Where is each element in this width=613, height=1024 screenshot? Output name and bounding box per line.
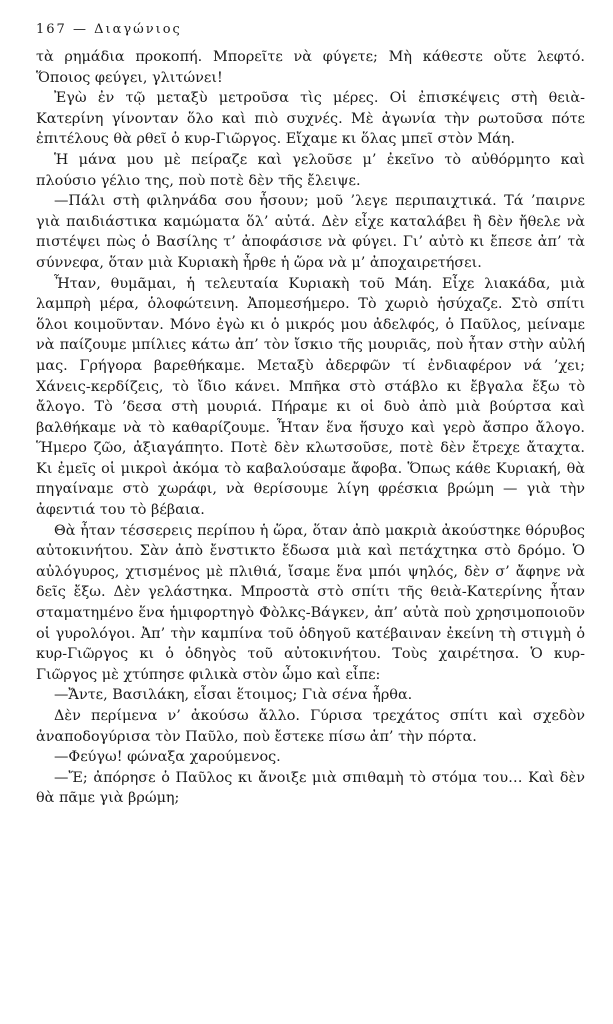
paragraph: Θὰ ἦταν τέσσερεις περίπου ἡ ὥρα, ὅταν ἀπὸ μακριὰ ἀκούστηκε θόρυβος αὐτοκινήτου. Σὰν ἀπὸ ἔνστικτο ἔδωσα μιὰ καὶ πετάχτηκα στὸ δρόμο. Ὁ αὐλόγυρος, χτισμένος μὲ πλιθιά, ἴσαμε ἕνα μπόι ψηλός, δὲν σ’ ἄφηνε νὰ δεῖς ἔξω. Δὲν γελάστηκα. Μπροστὰ στὸ σπίτι τῆς θειὰ-Κατερίνης ἦταν σταματημένο ἕνα ἡμιφορτηγὸ Φὸλκς-Βάγκεν, ἀπ’ αὐτὰ ποὺ χρησιμοποιοῦν οἱ γυρολόγοι. Ἀπ’ τὴν καμπίνα τοῦ ὁδηγοῦ κατέβαιναν ἐκείνη τὴ στιγμὴ ὁ κυρ-Γιῶργος κι ὁ ὁδηγὸς τοῦ αὐτοκινήτου. Τοὺς χαιρέτησα. Ὁ κυρ-Γιῶργος μὲ χτύπησε φιλικὰ στὸν ὦμο καὶ εἶπε:: [36, 522, 585, 683]
paragraph: Ἐγὼ ἐν τῷ μεταξὺ μετροῦσα τὶς μέρες. Οἱ ἐπισκέψεις στὴ θειὰ-Κατερίνη γίνονταν ὅλο καὶ πιὸ συχνές. Μὲ ἀγωνία τὴν ρωτοῦσα πότε ἐπιτέλους θὰ ρθεῖ ὁ κυρ-Γιῶργος. Εἴχαμε κι ὅλας μπεῖ στὸν Μάη.: [36, 90, 585, 148]
paragraph: Ἡ μάνα μου μὲ πείραζε καὶ γελοῦσε μ’ ἐκεῖνο τὸ αὐθόρμητο καὶ πλούσιο γέλιο της, ποὺ ποτὲ δὲν τῆς ἔλειψε.: [36, 151, 585, 189]
paragraph: —Ἄντε, Βασιλάκη, εἶσαι ἕτοιμος; Γιὰ σένα ἦρθα.: [54, 687, 413, 704]
paragraph: τὰ ρημάδια προκοπή. Μπορεῖτε νὰ φύγετε; Μὴ κάθεστε οὔτε λεφτό. Ὅποιος φεύγει, γλιτώνει!: [36, 49, 585, 86]
header-separator: —: [66, 22, 95, 37]
paragraph: Ἦταν, θυμᾶμαι, ἡ τελευταία Κυριακὴ τοῦ Μάη. Εἶχε λιακάδα, μιὰ λαμπρὴ μέρα, ὁλοφώτεινη. Ἀπομεσήμερο. Τὸ χωριὸ ἡσύχαζε. Στὸ σπίτι ὅλοι κοιμοῦνταν. Μόνο ἐγὼ κι ὁ μικρός μου ἀδελφός, ὁ Παῦλος, μείναμε νὰ παίζουμε μπίλιες κάτω ἀπ’ τὸν ἴσκιο τῆς μουριᾶς, ποὺ ἦταν στὴν αὐλή μας. Γρήγορα βαρεθήκαμε. Μεταξὺ ἀδερφῶν τί ἐνδιαφέρον νά ’χει; Χάνεις-κερδίζεις, τὸ ἴδιο κάνει. Μπῆκα στὸ στάβλο κι ἔβγαλα ἔξω τὸ ἄλογο. Τὸ ’δεσα στὴ μουριά. Πήραμε κι οἱ δυὸ ἀπὸ μιὰ βούρτσα καὶ βαλθήκαμε νὰ τὸ καθαρίζουμε. Ἦταν ἕνα ἥσυχο καὶ γερὸ ἄσπρο ἄλογο. Ἥμερο ζῶο, ἀξιαγάπητο. Ποτὲ δὲν κλωτσοῦσε, ποτὲ δὲν ἔτρεχε ἄταχτα. Κι ἐμεῖς οἱ μικροὶ ἀκόμα τὸ καβαλούσαμε ἄφοβα. Ὅπως κάθε Κυριακή, θὰ πηγαίναμε στὸ χωράφι, νὰ θερίσουμε λίγη φρέσκια βρώμη — γιὰ τὴν ἀφεντιά του τὸ βέβαια.: [36, 275, 585, 519]
paragraph: —Πάλι στὴ φιληνάδα σου ἦσουν; μοῦ ’λεγε περιπαιχτικά. Τά ’παιρνε γιὰ παιδιάστικα καμώματα ὅλ’ αὐτά. Δὲν εἶχε καταλάβει ἢ δὲν ἤθελε νὰ πιστέψει πὼς ὁ Βασίλης τ’ ἀποφάσισε νὰ φύγει. Γι’ αὐτὸ κι ἔπεσε ἀπ’ τὰ σύννεφα, ὅταν μιὰ Κυριακὴ ἦρθε ἡ ὥρα νὰ μ’ ἀποχαιρετήσει.: [36, 193, 585, 271]
page-number: 167: [36, 22, 67, 37]
paragraph: Δὲν περίμενα ν’ ἀκούσω ἄλλο. Γύρισα τρεχάτος σπίτι καὶ σχεδὸν ἀναποδογύρισα τὸν Παῦλο, ποὺ ἔστεκε πίσω ἀπ’ τὴν πόρτα.: [36, 708, 585, 745]
running-title: Διαγώνιος: [94, 22, 182, 37]
body-text: [36, 47, 585, 809]
running-header: [36, 22, 585, 37]
paragraph: —Ἔ; ἀπόρησε ὁ Παῦλος κι ἄνοιξε μιὰ σπιθαμὴ τὸ στόμα του… Καὶ δὲν θὰ πᾶμε γιὰ βρώμη;: [36, 769, 585, 807]
paragraph: —Φεύγω! φώναξα χαρούμενος.: [54, 749, 281, 766]
